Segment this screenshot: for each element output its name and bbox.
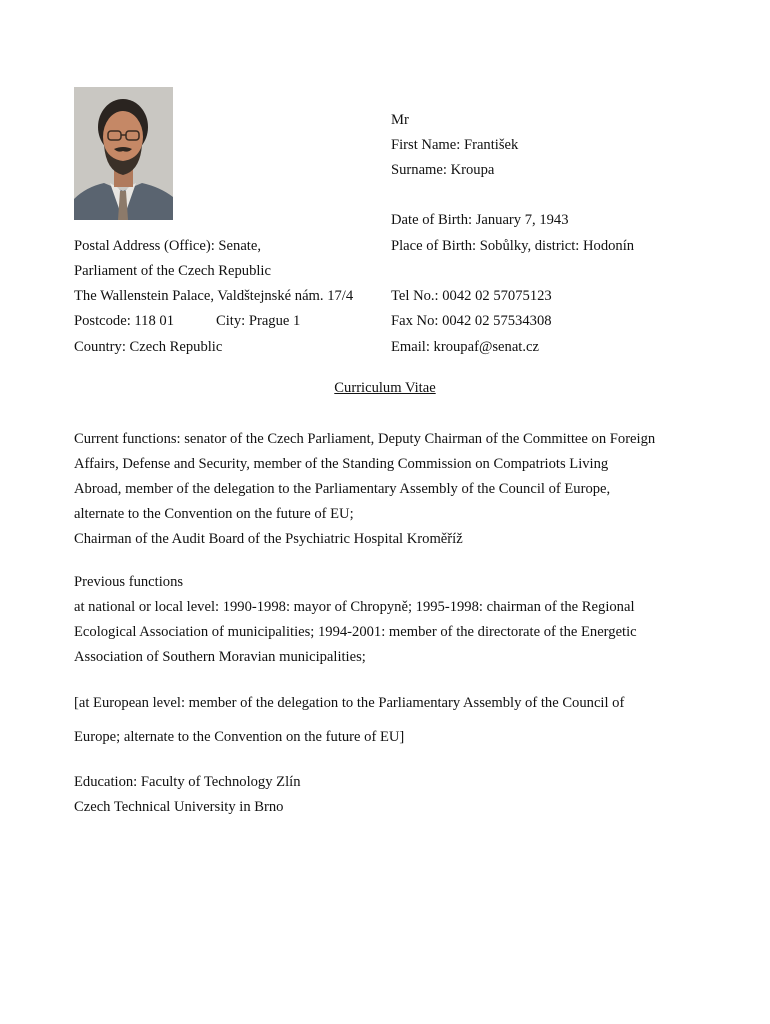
education-line: Education: Faculty of Technology Zlín [74, 774, 301, 790]
previous-line: Ecological Association of municipalities; 1994-2001: member of the directorate of the Energetic [74, 624, 637, 640]
european-level [74, 686, 714, 754]
document-title-text: Curriculum Vitae [334, 380, 436, 396]
document-title [0, 380, 770, 397]
current-line: Abroad, member of the delegation to the Parliamentary Assembly of the Council of Europe, [74, 481, 611, 497]
first-name: First Name: František [391, 137, 519, 153]
portrait-photo [74, 87, 173, 220]
telephone: Tel No.: 0042 02 57075123 [391, 288, 552, 304]
place-of-birth: Place of Birth: Sobůlky, district: Hodonín [391, 238, 635, 254]
postal-address-line-1: Postal Address (Office): Senate, [74, 238, 261, 254]
current-functions [74, 427, 714, 552]
previous-line: Previous functions [74, 574, 184, 590]
surname: Surname: Kroupa [391, 162, 495, 178]
postal-address-line-2: Parliament of the Czech Republic [74, 263, 271, 279]
fax: Fax No: 0042 02 57534308 [391, 313, 552, 329]
postal-address-line-3: The Wallenstein Palace, Valdštejnské nám. 17/4 [74, 288, 354, 304]
salutation: Mr [391, 112, 409, 128]
country: Country: Czech Republic [74, 339, 223, 355]
city: City: Prague 1 [216, 313, 301, 329]
current-line: Affairs, Defense and Security, member of the Standing Commission on Compatriots Living [74, 456, 609, 472]
previous-line: Association of Southern Moravian municipalities; [74, 649, 366, 665]
postcode: Postcode: 118 01 [74, 313, 174, 329]
european-line: Europe; alternate to the Convention on the future of EU] [74, 729, 405, 745]
current-line: Current functions: senator of the Czech Parliament, Deputy Chairman of the Committee on Foreign [74, 431, 656, 447]
education-line: Czech Technical University in Brno [74, 799, 284, 815]
date-of-birth: Date of Birth: January 7, 1943 [391, 212, 569, 228]
email: Email: kroupaf@senat.cz [391, 339, 539, 355]
current-line: alternate to the Convention on the future of EU; [74, 506, 354, 522]
previous-line: at national or local level: 1990-1998: mayor of Chropyně; 1995-1998: chairman of the Regional [74, 599, 635, 615]
previous-functions [74, 570, 714, 670]
european-line: [at European level: member of the delegation to the Parliamentary Assembly of the Council of [74, 695, 625, 711]
education [74, 770, 714, 820]
current-line: Chairman of the Audit Board of the Psychiatric Hospital Kroměříž [74, 531, 463, 547]
